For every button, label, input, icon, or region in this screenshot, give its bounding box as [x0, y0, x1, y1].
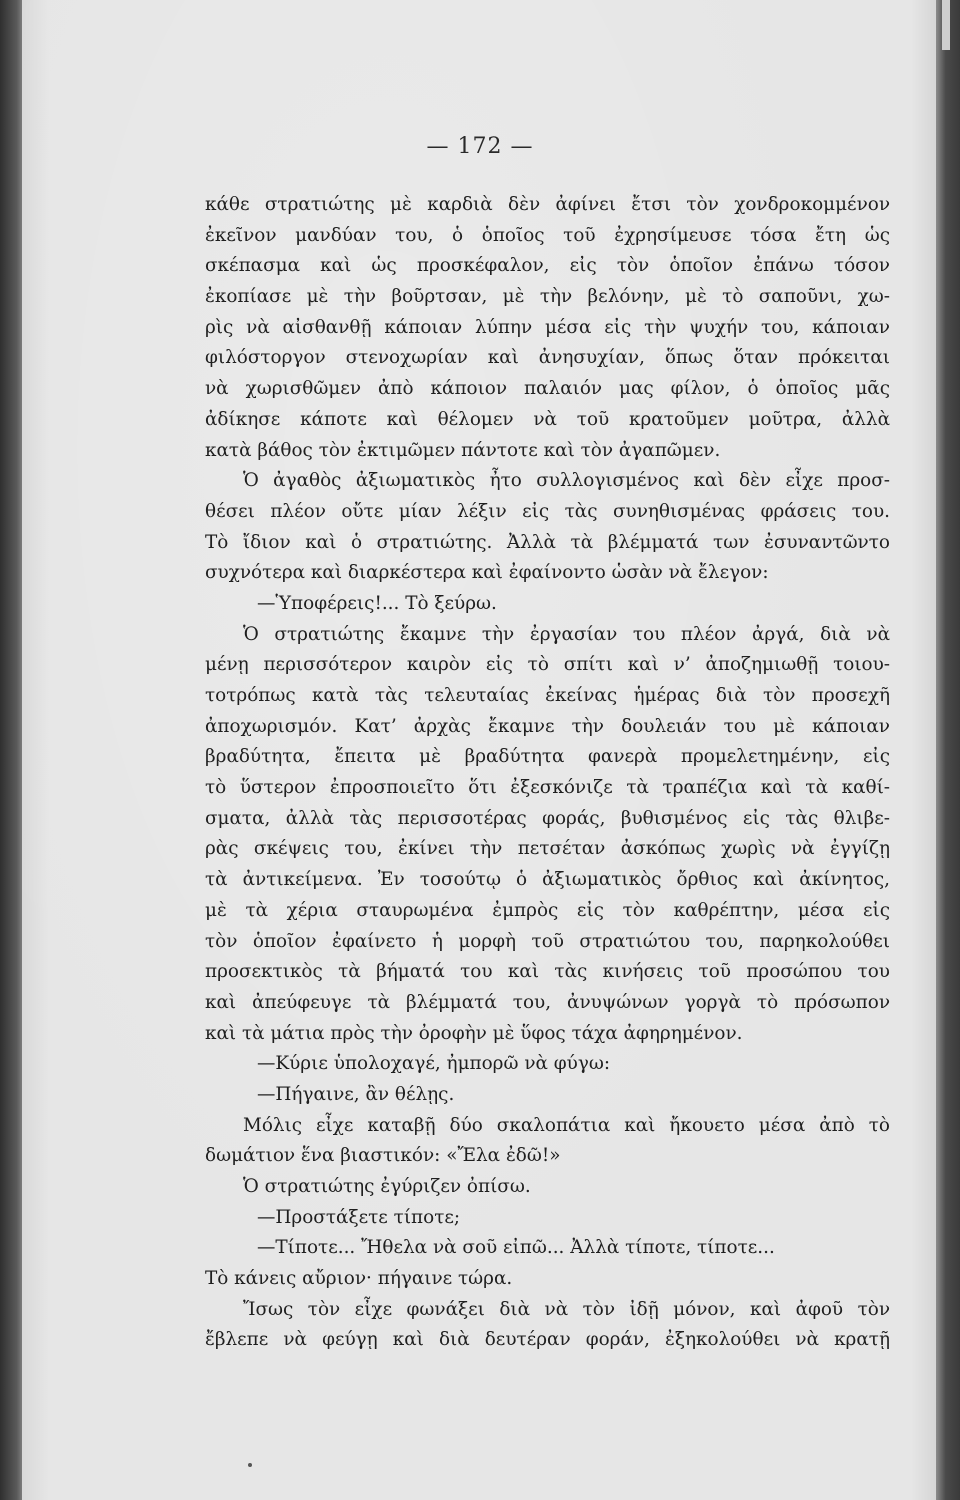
text-line: νὰ χωρισθῶμεν ἀπὸ κάποιον παλαιόν μας φίλον, ὁ ὁποῖος μᾶς: [205, 378, 890, 400]
body-text: [205, 190, 890, 1356]
text-line: βραδύτητα, ἔπειτα μὲ βραδύτητα φανερὰ προμελετημένην, εἰς: [205, 746, 890, 768]
text-line: μένῃ περισσότερον καιρὸν εἰς τὸ σπίτι καὶ ν’ ἀποζημιωθῇ τοιου-: [205, 654, 890, 676]
text-line: τὸ ὕστερον ἐπροσποιεῖτο ὅτι ἐξεσκόνιζε τὰ τραπέζια καὶ τὰ καθί-: [205, 777, 890, 799]
page-edge-strip: [942, 0, 950, 50]
text-line: σματα, ἀλλὰ τὰς περισσοτέρας φοράς, βυθισμένος εἰς τὰς θλιβε-: [205, 807, 890, 829]
text-line: ρὶς νὰ αἰσθανθῇ κάποιαν λύπην μέσα εἰς τὴν ψυχήν του, κάποιαν: [205, 316, 890, 338]
text-line: φιλόστοργον στενοχωρίαν καὶ ἀνησυχίαν, ὅπως ὅταν πρόκειται: [205, 347, 890, 369]
text-line: ἀποχωρισμόν. Κατ’ ἀρχὰς ἔκαμνε τὴν δουλειάν του μὲ κάποιαν: [205, 715, 890, 737]
text-line: —Προστάξετε τίποτε;: [257, 1206, 461, 1228]
ink-speck: [248, 1463, 252, 1467]
text-line: δωμάτιον ἕνα βιαστικόν: «Ἔλα ἐδῶ!»: [205, 1145, 561, 1167]
text-line: κάθε στρατιώτης μὲ καρδιὰ δὲν ἀφίνει ἔτσι τὸν χονδροκομμένον: [205, 194, 890, 215]
text-line: θέσει πλέον οὔτε μίαν λέξιν εἰς τὰς συνηθισμένας φράσεις του.: [205, 500, 890, 522]
text-line: Ἴσως τὸν εἶχε φωνάξει διὰ νὰ τὸν ἰδῇ μόνον, καὶ ἀφοῦ τὸν: [243, 1298, 890, 1320]
text-line: ἔβλεπε νὰ φεύγῃ καὶ διὰ δευτέραν φοράν, ἐξηκολούθει νὰ κρατῇ: [205, 1329, 890, 1351]
book-spine-shadow: [0, 0, 24, 1500]
text-line: Ὁ στρατιώτης ἔκαμνε τὴν ἐργασίαν του πλέον ἀργά, διὰ νὰ: [243, 623, 890, 645]
text-line: —Τίποτε... Ἤθελα νὰ σοῦ εἰπῶ... Ἀλλὰ τίποτε, τίποτε...: [257, 1237, 775, 1259]
text-line: συχνότερα καὶ διαρκέστερα καὶ ἐφαίνοντο ὡσὰν νὰ ἔλεγον:: [205, 562, 769, 584]
text-line: σκέπασμα καὶ ὡς προσκέφαλον, εἰς τὸν ὁποῖον ἐπάνω τόσον: [205, 255, 890, 277]
text-line: —Κύριε ὑπολοχαγέ, ἠμπορῶ νὰ φύγω:: [257, 1053, 611, 1075]
text-line: Ὁ ἀγαθὸς ἀξιωματικὸς ἦτο συλλογισμένος καὶ δὲν εἶχε προσ-: [243, 470, 890, 492]
text-line: προσεκτικὸς τὰ βήματά του καὶ τὰς κινήσεις τοῦ προσώπου του: [205, 961, 890, 983]
text-line: κατὰ βάθος τὸν ἐκτιμῶμεν πάντοτε καὶ τὸν ἀγαπῶμεν.: [205, 439, 721, 461]
text-line: Τὸ κάνεις αὔριον· πήγαινε τώρα.: [205, 1268, 513, 1290]
text-line: καὶ ἀπεύφευγε τὰ βλέμματά του, ἀνυψώνων γοργὰ τὸ πρόσωπον: [205, 991, 890, 1013]
text-line: καὶ τὰ μάτια πρὸς τὴν ὀροφὴν μὲ ὕφος τάχα ἀφηρημένον.: [205, 1022, 743, 1044]
text-line: Μόλις εἶχε καταβῇ δύο σκαλοπάτια καὶ ἤκουετο μέσα ἀπὸ τὸ: [243, 1114, 890, 1136]
text-line: Τὸ ἴδιον καὶ ὁ στρατιώτης. Ἀλλὰ τὰ βλέμματά των ἐσυναντῶντο: [205, 531, 890, 553]
text-line: ρὰς σκέψεις του, ἐκίνει τὴν πετσέταν ἀσκόπως χωρὶς νὰ ἐγγίζῃ: [205, 838, 890, 860]
text-line: ἐκοπίασε μὲ τὴν βοῦρτσαν, μὲ τὴν βελόνην, μὲ τὸ σαποῦνι, χω-: [205, 286, 890, 308]
page-edge-shadow: [936, 0, 960, 1500]
text-line: ἐκεῖνον μανδύαν του, ὁ ὁποῖος τοῦ ἐχρησίμευσε τόσα ἔτη ὡς: [205, 224, 890, 246]
text-line: —Ὑποφέρεις!... Τὸ ξεύρω.: [257, 592, 497, 614]
text-line: μὲ τὰ χέρια σταυρωμένα ἐμπρὸς εἰς τὸν καθρέπτην, μέσα εἰς: [205, 899, 890, 921]
text-line: ἀδίκησε κάποτε καὶ θέλομεν νὰ τοῦ κρατοῦμεν μοῦτρα, ἀλλὰ: [205, 408, 890, 430]
text-line: Ὁ στρατιώτης ἐγύριζεν ὀπίσω.: [243, 1176, 531, 1197]
text-line: τοτρόπως κατὰ τὰς τελευταίας ἐκείνας ἡμέρας διὰ τὸν προσεχῆ: [205, 685, 890, 706]
text-line: τὰ ἀντικείμενα. Ἐν τοσούτῳ ὁ ἀξιωματικὸς ὄρθιος καὶ ἀκίνητος,: [205, 869, 890, 891]
text-line: τὸν ὁποῖον ἐφαίνετο ἡ μορφὴ τοῦ στρατιώτου του, παρηκολούθει: [205, 930, 890, 952]
text-line: —Πήγαινε, ἂν θέλῃς.: [257, 1083, 455, 1105]
page-number: — 172 —: [426, 134, 534, 159]
